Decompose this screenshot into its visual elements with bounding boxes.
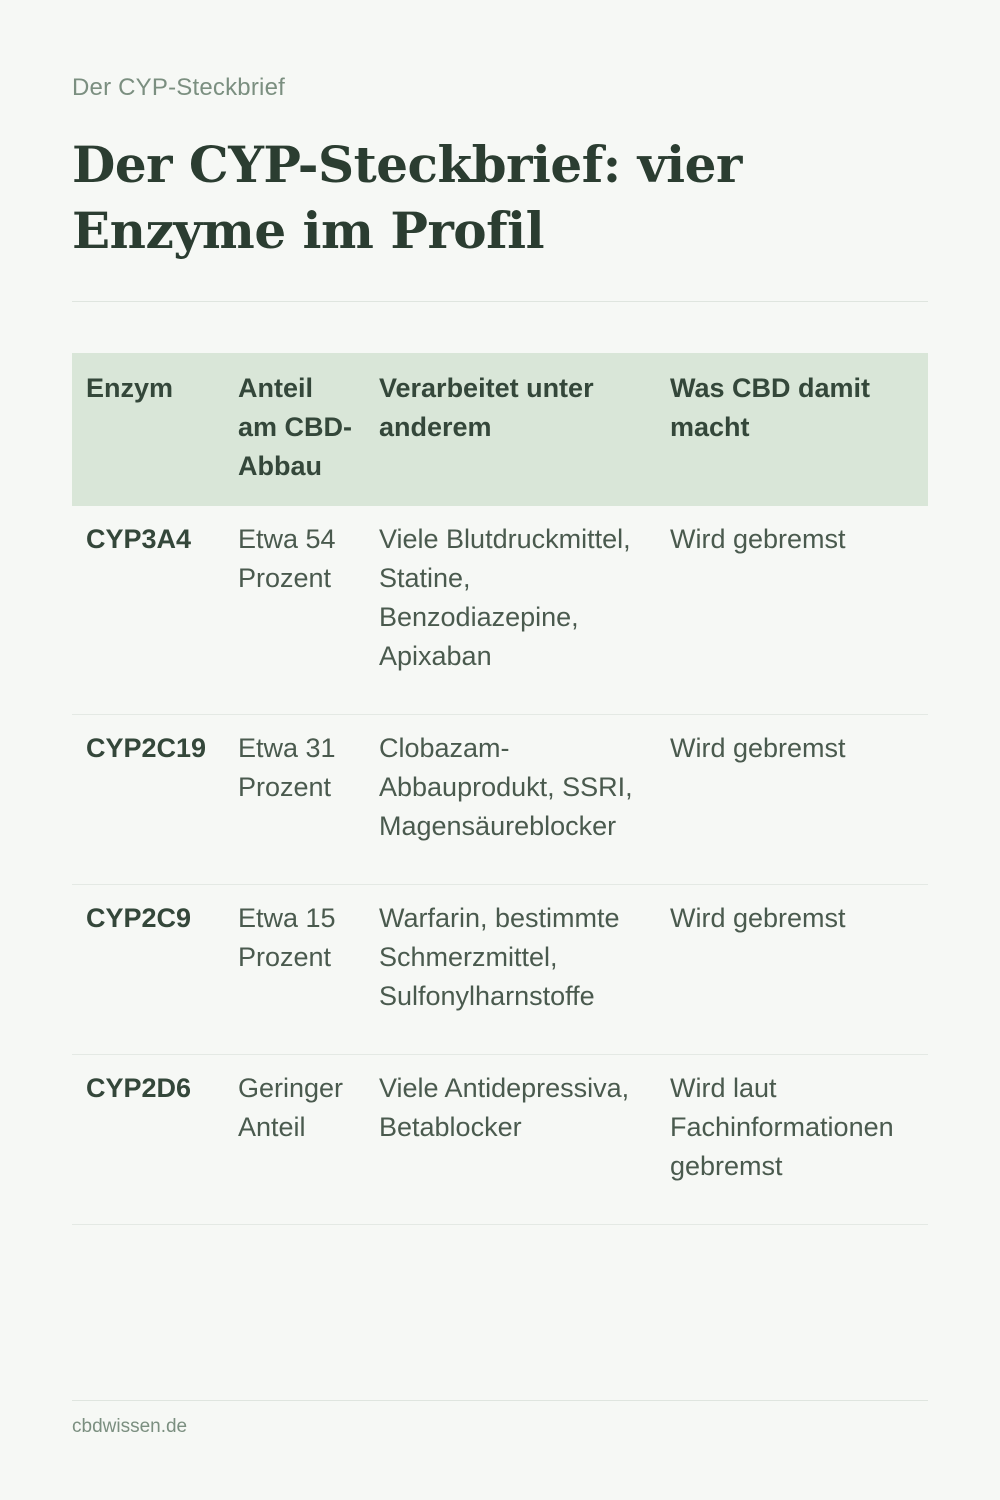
share-cell: Etwa 54 Prozent [224, 506, 365, 715]
enzyme-table [72, 353, 928, 1225]
enzyme-cell: CYP3A4 [72, 506, 224, 715]
table-header [72, 353, 928, 506]
table-row [72, 885, 928, 1055]
header-row [72, 353, 928, 506]
cbd-effect-cell: Wird gebremst [656, 715, 928, 885]
table-row [72, 715, 928, 885]
processes-cell: Viele Blutdruckmittel, Statine, Benzodiazepine, Apixaban [365, 506, 656, 715]
share-cell: Etwa 15 Prozent [224, 885, 365, 1055]
share-cell: Geringer Anteil [224, 1055, 365, 1225]
column-header-processes: Verarbeitet unter anderem [365, 353, 656, 506]
table-body [72, 506, 928, 1225]
processes-cell: Viele Antidepressiva, Betablocker [365, 1055, 656, 1225]
column-header-cbd-effect: Was CBD damit macht [656, 353, 928, 506]
cbd-effect-cell: Wird gebremst [656, 506, 928, 715]
cbd-effect-cell: Wird gebremst [656, 885, 928, 1055]
divider-top [72, 301, 928, 302]
processes-cell: Clobazam-Abbauprodukt, SSRI, Magensäureblocker [365, 715, 656, 885]
enzyme-cell: CYP2D6 [72, 1055, 224, 1225]
enzyme-cell: CYP2C19 [72, 715, 224, 885]
page-title: Der CYP-Steckbrief: vier Enzyme im Profil [72, 135, 742, 260]
eyebrow-label: Der CYP-Steckbrief [72, 74, 285, 101]
table-row [72, 1055, 928, 1225]
source-label: cbdwissen.de [72, 1416, 188, 1437]
column-header-enzyme: Enzym [72, 353, 224, 506]
table-row [72, 506, 928, 715]
processes-cell: Warfarin, bestimmte Schmerzmittel, Sulfonylharnstoffe [365, 885, 656, 1055]
share-cell: Etwa 31 Prozent [224, 715, 365, 885]
divider-bottom [72, 1400, 928, 1401]
column-header-share: Anteil am CBD-Abbau [224, 353, 365, 506]
cbd-effect-cell: Wird laut Fachinformationen gebremst [656, 1055, 928, 1225]
enzyme-cell: CYP2C9 [72, 885, 224, 1055]
